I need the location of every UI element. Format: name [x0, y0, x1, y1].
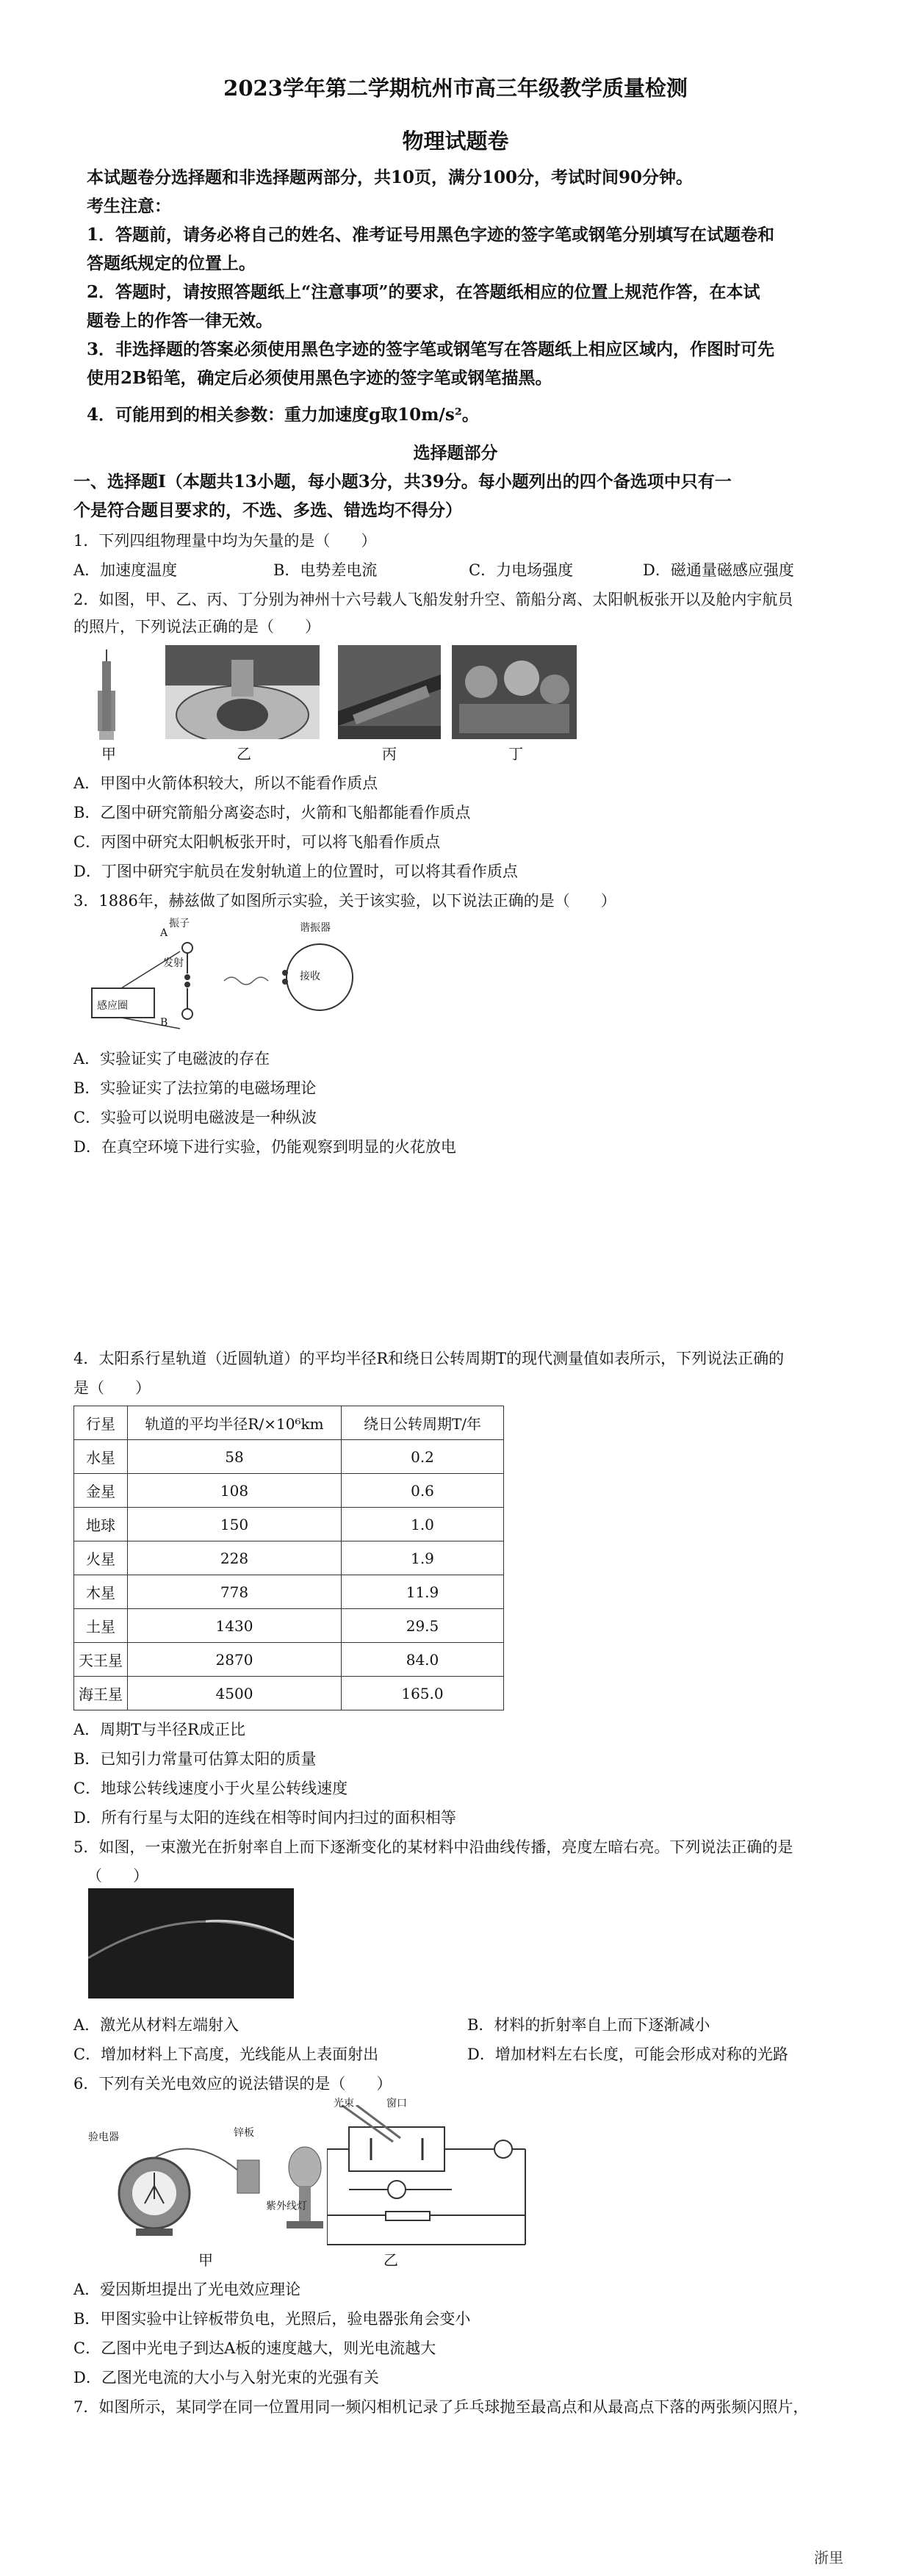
- note-2a: 2．答题时，请按照答题纸上“注意事项”的要求，在答题纸相应的位置上规范作答，在本试: [87, 282, 760, 302]
- q3-option-a: A．实验证实了电磁波的存在: [73, 1050, 270, 1068]
- table-cell: 1.9: [342, 1541, 504, 1575]
- table-cell: 165.0: [342, 1677, 504, 1710]
- rocket-figure: [84, 647, 129, 742]
- q4-option-b: B．已知引力常量可估算太阳的质量: [73, 1750, 317, 1768]
- table-cell: 金星: [74, 1474, 128, 1508]
- q4-option-c: C．地球公转线速度小于火星公转线速度: [73, 1780, 348, 1797]
- table-header-radius: 轨道的平均半径R/×10⁶km: [128, 1406, 342, 1440]
- q1-option-c: C．力电场强度: [469, 561, 574, 579]
- exam-subtitle: 物理试题卷: [402, 129, 509, 154]
- note-3a: 3．非选择题的答案必须使用黑色字迹的签字笔或钢笔写在答题纸上相应区域内，作图时可先: [87, 339, 775, 359]
- q3-option-c: C．实验可以说明电磁波是一种纵波: [73, 1109, 317, 1126]
- fig-label-yi: 乙: [237, 745, 251, 763]
- q6-option-a: A．爱因斯坦提出了光电效应理论: [73, 2281, 301, 2298]
- fig-label-uv: 紫外线灯: [266, 2201, 307, 2212]
- fig6-label-jia: 甲: [198, 2251, 213, 2269]
- table-cell: 29.5: [342, 1609, 504, 1643]
- q5-option-a: A．激光从材料左端射入: [73, 2016, 240, 2034]
- q3-stem: 3．1886年，赫兹做了如图所示实验，关于该实验，以下说法正确的是（ ）: [73, 892, 616, 910]
- table-cell: 地球: [74, 1508, 128, 1541]
- fig-label-a: A: [160, 927, 168, 939]
- table-cell: 108: [128, 1474, 342, 1508]
- q6-stem: 6．下列有关光电效应的说法错误的是（ ）: [73, 2075, 392, 2093]
- table-cell: 1.0: [342, 1508, 504, 1541]
- table-row: [74, 1677, 504, 1710]
- q4-stem-2: 是（ ）: [73, 1379, 151, 1397]
- table-cell: 海王星: [74, 1677, 128, 1710]
- footer-watermark: 浙里: [814, 2549, 843, 2566]
- q2-stem-2: 的照片，下列说法正确的是（ ）: [73, 618, 320, 636]
- table-cell: 天王星: [74, 1643, 128, 1677]
- separation-figure: [165, 645, 320, 739]
- q2-option-c: C．丙图中研究太阳帆板张开时，可以将飞船看作质点: [73, 833, 441, 851]
- table-header-row: [74, 1406, 504, 1440]
- q4-option-d: D．所有行星与太阳的连线在相等时间内扫过的面积相等: [73, 1809, 456, 1827]
- fig-label-send: 发射: [163, 957, 184, 969]
- solar-panel-figure: [338, 645, 441, 739]
- table-cell: 1430: [128, 1609, 342, 1643]
- fig-label-jia: 甲: [101, 745, 116, 763]
- table-row: [74, 1643, 504, 1677]
- notes-title: 考生注意：: [87, 196, 171, 216]
- planet-table: [73, 1406, 504, 1710]
- table-row: [74, 1508, 504, 1541]
- section-heading-a: 一、选择题Ⅰ（本题共13小题，每小题3分，共39分。每小题列出的四个备选项中只有一: [73, 472, 732, 492]
- table-row: [74, 1474, 504, 1508]
- fig-label-window: 窗口: [386, 2098, 407, 2109]
- note-1b: 答题纸规定的位置上。: [87, 253, 256, 273]
- fig-label-b: B: [160, 1017, 168, 1029]
- fig-label-zinc: 锌板: [234, 2127, 254, 2139]
- table-cell: 150: [128, 1508, 342, 1541]
- q7-stem-1: 7．如图所示，某同学在同一位置用同一频闪相机记录了乒乓球抛至最高点和从最高点下落的两张频闪照片，: [73, 2398, 809, 2416]
- fig-label-resonator: 谐振器: [300, 922, 331, 934]
- q1-option-b: B．电势差电流: [273, 561, 378, 579]
- section-heading-b: 个是符合题目要求的，不选、多选、错选均不得分）: [73, 500, 462, 520]
- note-3b: 使用2B铅笔，确定后必须使用黑色字迹的签字笔或钢笔描黑。: [87, 368, 552, 388]
- table-header-planet: 行星: [74, 1406, 128, 1440]
- table-cell: 0.6: [342, 1474, 504, 1508]
- fig-label-beam: 光束: [334, 2098, 354, 2109]
- note-1a: 1．答题前，请务必将自己的姓名、准考证号用黑色字迹的签字笔或钢笔分别填写在试题卷和: [87, 225, 775, 245]
- hertz-apparatus-figure: [77, 918, 378, 1036]
- table-row: [74, 1609, 504, 1643]
- exam-title: 2023学年第二学期杭州市高三年级教学质量检测: [223, 76, 688, 101]
- table-cell: 11.9: [342, 1575, 504, 1609]
- electroscope-figure: [84, 2127, 342, 2245]
- note-2b: 题卷上的作答一律无效。: [87, 311, 273, 331]
- table-cell: 84.0: [342, 1643, 504, 1677]
- q4-stem-1: 4．太阳系行星轨道（近圆轨道）的平均半径R和绕日公转周期T的现代测量值如表所示，下列说法正确的: [73, 1350, 785, 1367]
- q2-option-a: A．甲图中火箭体积较大，所以不能看作质点: [73, 774, 378, 792]
- q1-option-d: D．磁通量磁感应强度: [643, 561, 794, 579]
- q5-option-d: D．增加材料左右长度，可能会形成对称的光路: [467, 2046, 788, 2063]
- laser-material-figure: [88, 1888, 294, 1998]
- q3-option-b: B．实验证实了法拉第的电磁场理论: [73, 1079, 317, 1097]
- table-cell: 火星: [74, 1541, 128, 1575]
- q2-stem-1: 2．如图，甲、乙、丙、丁分别为神州十六号载人飞船发射升空、箭船分离、太阳帆板张开以及舱内宇航员: [73, 591, 793, 608]
- astronaut-figure: [452, 645, 577, 739]
- photocell-circuit-figure: [327, 2105, 555, 2252]
- table-row: [74, 1541, 504, 1575]
- table-cell: 木星: [74, 1575, 128, 1609]
- fig-label-oscillator: 振子: [169, 918, 190, 929]
- q2-option-d: D．丁图中研究宇航员在发射轨道上的位置时，可以将其看作质点: [73, 863, 518, 880]
- table-cell: 778: [128, 1575, 342, 1609]
- table-header-period: 绕日公转周期T/年: [342, 1406, 504, 1440]
- table-row: [74, 1440, 504, 1474]
- q5-option-b: B．材料的折射率自上而下逐渐减小: [467, 2016, 710, 2034]
- q6-option-c: C．乙图中光电子到达A板的速度越大，则光电流越大: [73, 2339, 436, 2357]
- table-cell: 水星: [74, 1440, 128, 1474]
- fig-label-ding: 丁: [508, 745, 523, 763]
- q3-option-d: D．在真空环境下进行实验，仍能观察到明显的火花放电: [73, 1138, 456, 1156]
- q5-option-c: C．增加材料上下高度，光线能从上表面射出: [73, 2046, 379, 2063]
- q5-stem-1: 5．如图，一束激光在折射率自上而下逐渐变化的某材料中沿曲线传播，亮度左暗右亮。下列说法正确的是: [73, 1838, 793, 1856]
- q1-stem: 1．下列四组物理量中均为矢量的是（ ）: [73, 532, 377, 550]
- table-cell: 4500: [128, 1677, 342, 1710]
- q2-option-b: B．乙图中研究箭船分离姿态时，火箭和飞船都能看作质点: [73, 804, 471, 821]
- q5-stem-2: （ ）: [87, 1867, 148, 1885]
- table-cell: 228: [128, 1541, 342, 1575]
- fig-label-electroscope: 验电器: [88, 2131, 119, 2143]
- table-cell: 58: [128, 1440, 342, 1474]
- q6-option-d: D．乙图光电流的大小与入射光束的光强有关: [73, 2369, 379, 2386]
- fig6-label-yi: 乙: [384, 2251, 398, 2269]
- table-cell: 2870: [128, 1643, 342, 1677]
- q4-option-a: A．周期T与半径R成正比: [73, 1721, 245, 1738]
- table-cell: 土星: [74, 1609, 128, 1643]
- table-cell: 0.2: [342, 1440, 504, 1474]
- q1-option-a: A．加速度温度: [73, 561, 178, 579]
- note-4: 4．可能用到的相关参数：重力加速度g取10m/s²。: [87, 405, 479, 425]
- intro-line: 本试题卷分选择题和非选择题两部分，共10页，满分100分，考试时间90分钟。: [87, 168, 694, 187]
- fig-label-bing: 丙: [382, 745, 397, 763]
- table-row: [74, 1575, 504, 1609]
- fig-label-coil: 感应圈: [97, 1000, 128, 1012]
- fig-label-receive: 接收: [300, 971, 320, 982]
- q6-option-b: B．甲图实验中让锌板带负电，光照后，验电器张角会变小: [73, 2310, 471, 2328]
- section-title: 选择题部分: [413, 443, 498, 463]
